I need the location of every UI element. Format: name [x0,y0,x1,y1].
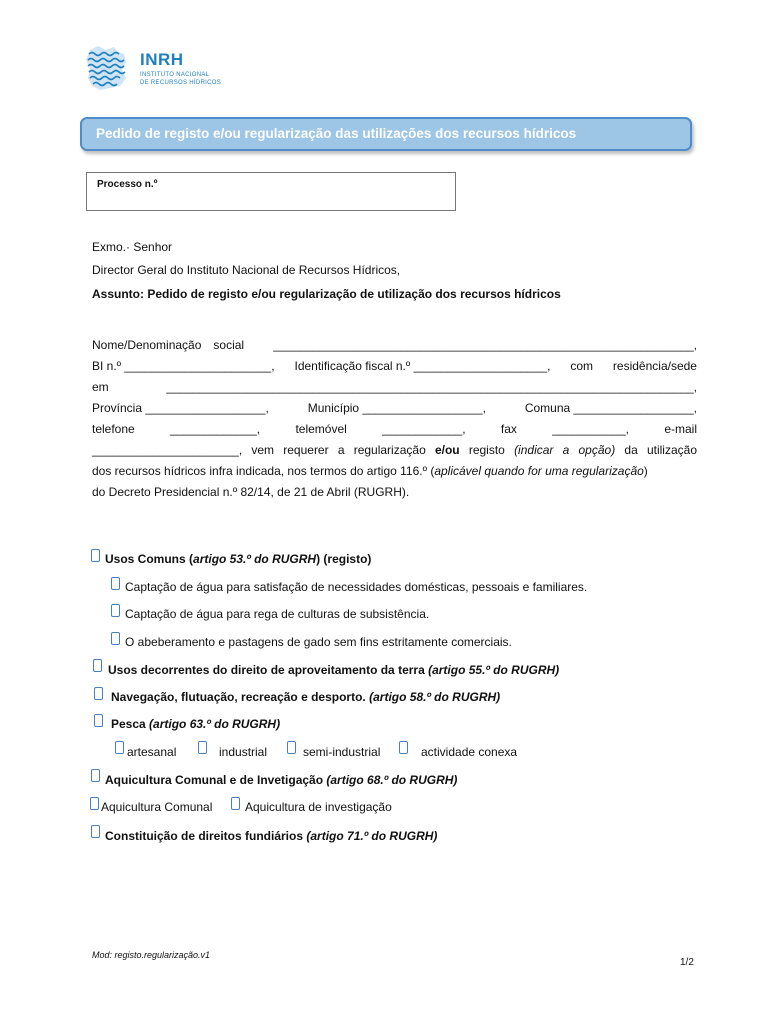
subject: Assunto: Pedido de registo e/ou regularização de utilização dos recursos hídricos [92,287,561,301]
pesca-artesanal-label: artesanal [127,745,177,759]
contact-line[interactable]: telefone _____________, telemóvel ____________, fax ___________, e-mail [92,422,697,436]
usos-comuns-checkbox[interactable] [91,549,100,562]
decree-line: do Decreto Presidencial n.º 82/14, de 21 de Abril (RUGRH). [92,485,410,499]
aproveitamento-terra-label: Usos decorrentes do direito de aproveitamento da terra (artigo 55.º do RUGRH) [108,663,560,677]
pesca-artesanal-checkbox[interactable] [115,741,124,754]
aquicultura-investigacao-checkbox[interactable] [231,797,240,810]
logo-title: INRH [140,50,184,69]
navegacao-label: Navegação, flutuação, recreação e desporto. (artigo 58.º do RUGRH) [111,690,501,704]
address-line[interactable]: em _______________________________________________________________________________, [92,380,697,394]
name-line[interactable]: Nome/Denominação social _______________________________________________________________, [92,338,697,352]
pesca-industrial-checkbox[interactable] [198,741,207,754]
id-line[interactable]: BI n.º ______________________, Identificação fiscal n.º ____________________, com residência/sede [92,359,697,373]
pesca-industrial-label: industrial [219,745,268,759]
pesca-actividade-conexa-label: actividade conexa [421,745,518,759]
pesca-checkbox[interactable] [94,714,103,727]
direitos-fundiarios-label: Constituição de direitos fundiários (artigo 71.º do RUGRH) [105,829,438,843]
captacao-domestica-label: Captação de água para satisfação de necessidades domésticas, pessoais e familiares. [125,580,588,594]
form-title-banner [80,117,692,151]
page-number: 1/2 [680,957,694,968]
aproveitamento-terra-checkbox[interactable] [93,659,102,672]
direitos-fundiarios-checkbox[interactable] [91,825,100,838]
pesca-semi-industrial-checkbox[interactable] [287,741,296,754]
location-line[interactable]: Província __________________, Município __________________, Comuna __________________, [92,401,697,415]
form-model-id: Mod: registo.regularização.v1 [92,950,211,960]
request-line: ______________________, vem requerer a regularização e/ou registo (indicar a opção) da utilização [92,443,697,457]
navegacao-checkbox[interactable] [94,687,103,700]
addressee: Director Geral do Instituto Nacional de Recursos Hídricos, [92,263,401,277]
aquicultura-investigacao-label: Aquicultura de investigação [245,800,392,814]
map-logo-icon [84,44,132,92]
pesca-label: Pesca (artigo 63.º do RUGRH) [111,717,281,731]
form-title: Pedido de registo e/ou regularização das utilizações dos recursos hídricos [96,126,577,141]
pesca-semi-industrial-label: semi-industrial [303,745,381,759]
aquicultura-label: Aquicultura Comunal e de Invetigação (artigo 68.º do RUGRH) [105,773,458,787]
logo-subtitle: INSTITUTO NACIONAL DE RECURSOS HÍDRICOS [140,72,222,86]
aquicultura-comunal-label: Aquicultura Comunal [101,800,213,814]
captacao-rega-label: Captação de água para rega de culturas de subsistência. [125,607,430,621]
process-number-field[interactable] [86,172,456,211]
captacao-domestica-checkbox[interactable] [111,577,120,590]
salutation: Exmo.· Senhor [92,240,173,254]
legal-basis-line: dos recursos hídricos infra indicada, nos termos do artigo 116.º (aplicável quando for uma regularização) [92,464,648,478]
abeberamento-checkbox[interactable] [111,632,120,645]
aquicultura-checkbox[interactable] [91,769,100,782]
aquicultura-comunal-checkbox[interactable] [90,797,99,810]
pesca-actividade-conexa-checkbox[interactable] [399,741,408,754]
process-number-label: Processo n.º [97,179,158,190]
captacao-rega-checkbox[interactable] [111,604,120,617]
usos-comuns-label: Usos Comuns (artigo 53.º do RUGRH) (registo) [105,552,372,566]
abeberamento-label: O abeberamento e pastagens de gado sem fins estritamente comerciais. [125,635,512,649]
